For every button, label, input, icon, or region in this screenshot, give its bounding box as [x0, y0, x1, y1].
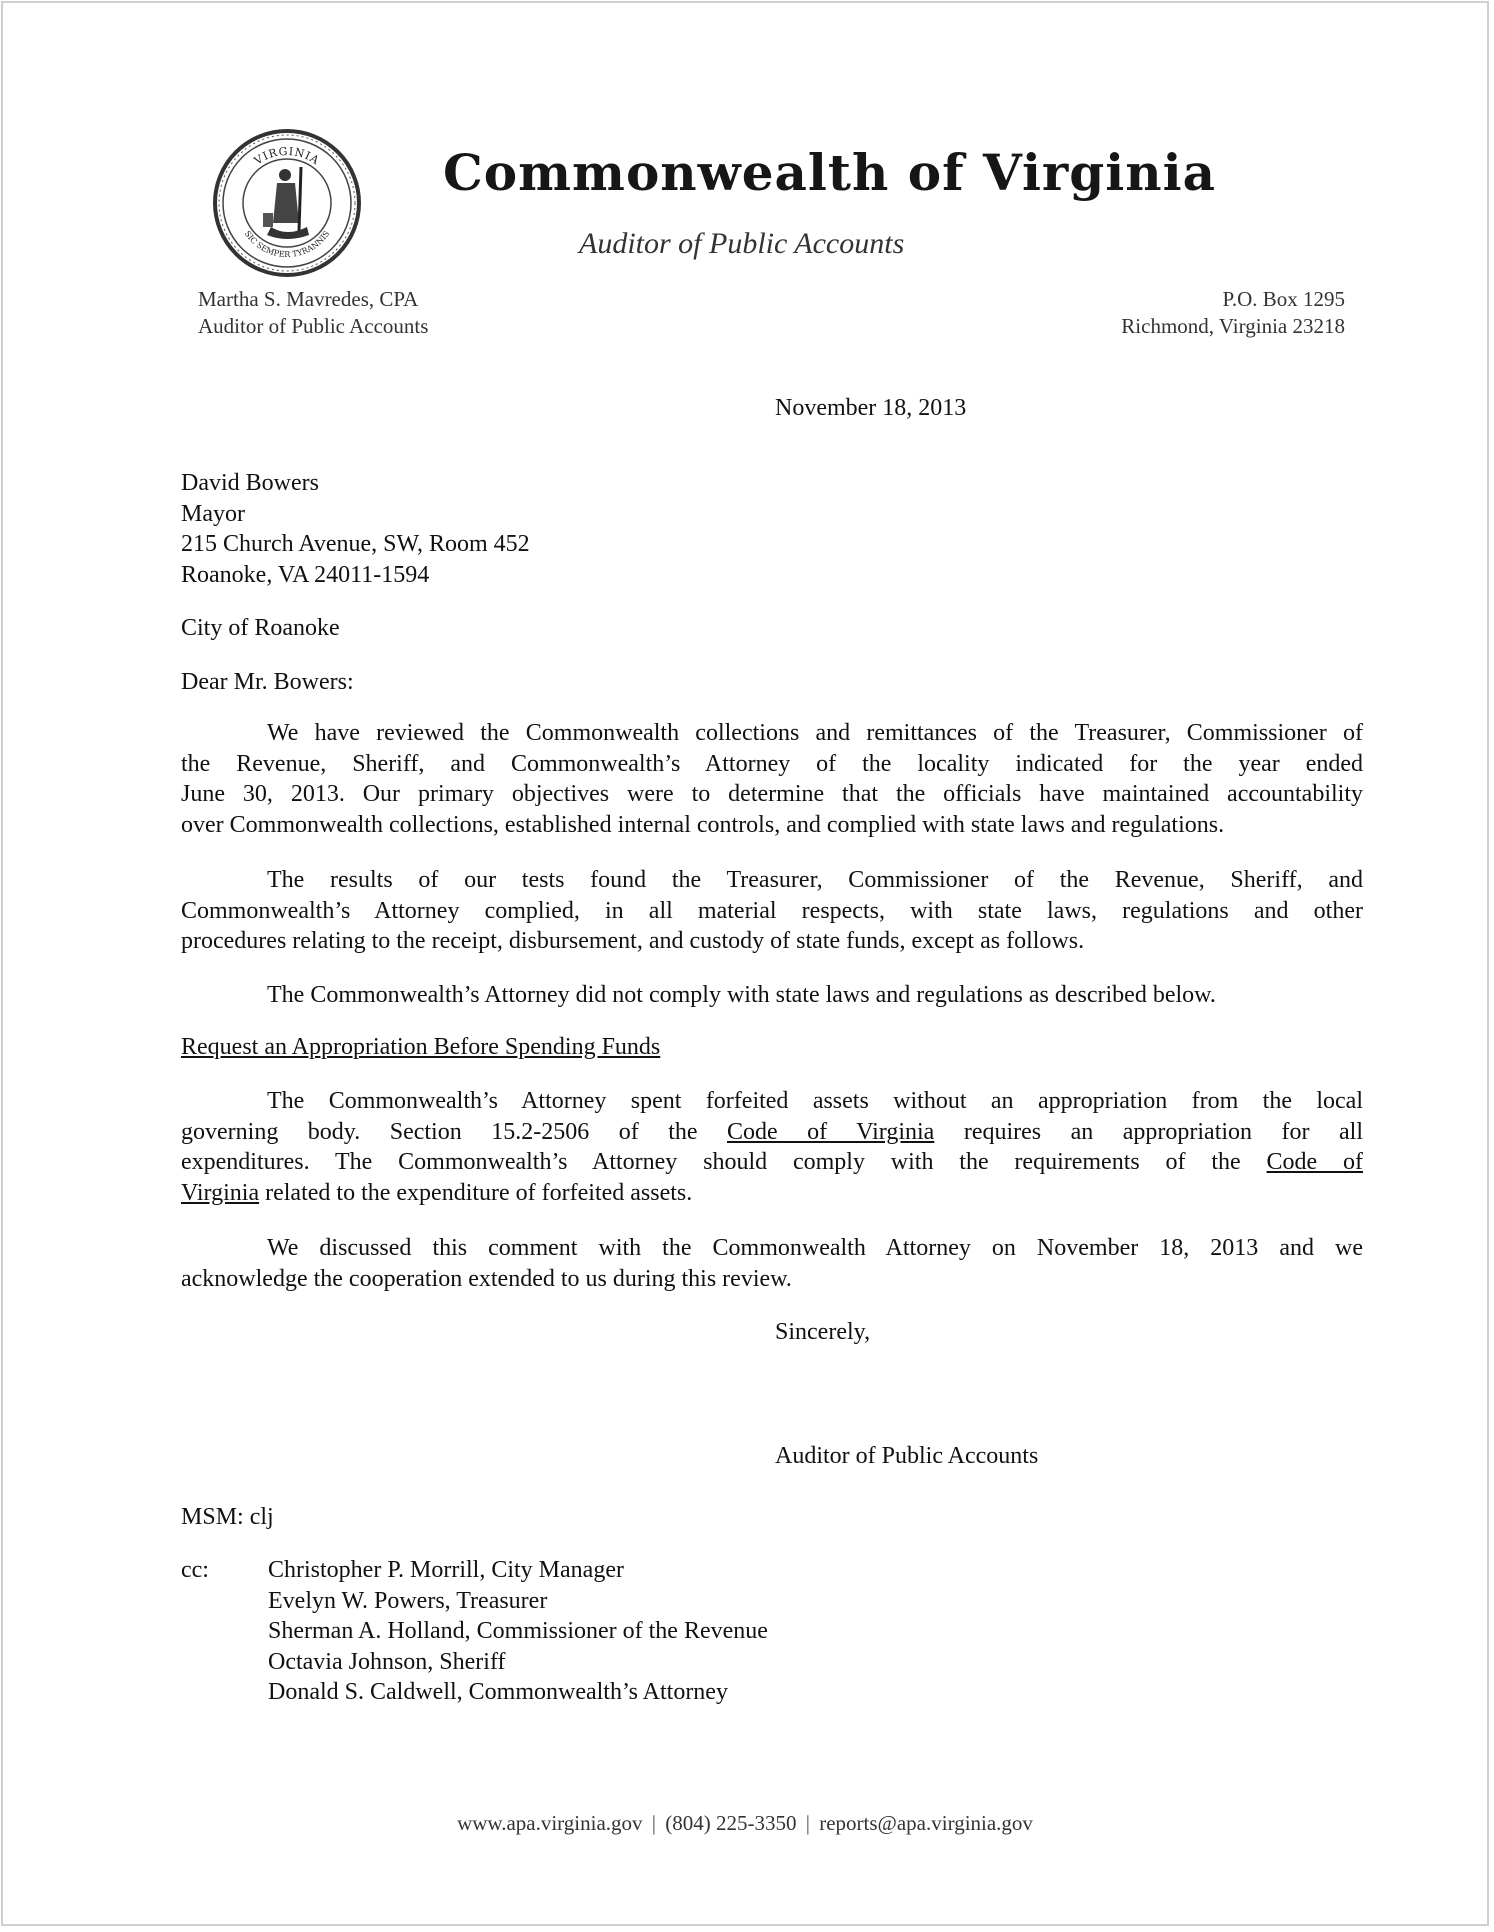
para-line: The Commonwealth’s Attorney spent forfeited assets without an appropriation from the local — [267, 1088, 1363, 1114]
closing: Sincerely, — [775, 1319, 871, 1345]
cc-item: Christopher P. Morrill, City Manager — [268, 1557, 624, 1583]
para-line: June 30, 2013. Our primary objectives were to determine that the officials have maintained accountability — [181, 781, 1363, 807]
recipient-address — [181, 468, 530, 590]
cc-list — [268, 1555, 768, 1708]
recipient-city: Roanoke, VA 24011-1594 — [181, 561, 430, 588]
footer-separator: | — [651, 1811, 656, 1835]
office-address — [1121, 286, 1345, 340]
cc-item: Octavia Johnson, Sheriff — [268, 1648, 506, 1675]
cc-label: cc: — [181, 1557, 209, 1583]
para-line: requires an appropriation for all — [934, 1118, 1364, 1145]
para-line: The results of our tests found the Treasurer, Commissioner of the Revenue, Sheriff, and — [267, 867, 1363, 893]
paragraph-discussion — [181, 1233, 1363, 1294]
para-line: We have reviewed the Commonwealth collections and remittances of the Treasurer, Commissioner of — [267, 720, 1363, 746]
svg-text:VIRGINIA: VIRGINIA — [251, 144, 323, 168]
para-line: governing body. Section 15.2-2506 of the — [181, 1118, 728, 1145]
city-state-zip: Richmond, Virginia 23218 — [1121, 314, 1345, 338]
para-line: Commonwealth’s Attorney complied, in all material respects, with state laws, regulations and other — [181, 897, 1363, 924]
letterhead-subtitle: Auditor of Public Accounts — [579, 227, 905, 260]
cc-item: Donald S. Caldwell, Commonwealth’s Attorney — [268, 1679, 728, 1705]
code-of-virginia-ref: Virginia — [181, 1179, 260, 1206]
paragraph-review — [181, 718, 1363, 840]
cc-item: Sherman A. Holland, Commissioner of the Revenue — [268, 1618, 768, 1644]
salutation: Dear Mr. Bowers: — [181, 669, 354, 695]
para-line: over Commonwealth collections, established internal controls, and complied with state laws and regulations. — [181, 811, 1225, 838]
auditor-name: Martha S. Mavredes, CPA — [198, 287, 419, 311]
para-line: expenditures. The Commonwealth’s Attorney should comply with the requirements of the — [181, 1149, 1267, 1175]
po-box: P.O. Box 1295 — [1222, 287, 1345, 311]
locality: City of Roanoke — [181, 615, 340, 641]
footer — [3, 1811, 1487, 1836]
auditor-block — [198, 286, 428, 340]
footer-email: reports@apa.virginia.gov — [819, 1811, 1033, 1835]
code-of-virginia-ref: Code of Virginia — [727, 1118, 935, 1145]
footer-phone: (804) 225-3350 — [665, 1811, 797, 1835]
typist-initials: MSM: clj — [181, 1504, 274, 1530]
letter-page — [1, 1, 1489, 1926]
para-line: The Commonwealth’s Attorney did not comply with state laws and regulations as described below. — [267, 982, 1216, 1008]
letter-date: November 18, 2013 — [775, 395, 967, 421]
auditor-title: Auditor of Public Accounts — [198, 314, 429, 338]
para-line: procedures relating to the receipt, disbursement, and custody of state funds, except as follows. — [181, 928, 1085, 954]
footer-website: www.apa.virginia.gov — [457, 1811, 643, 1835]
para-line: the Revenue, Sheriff, and Commonwealth’s Attorney of the locality indicated for the year ended — [181, 750, 1363, 777]
recipient-name: David Bowers — [181, 470, 319, 496]
finding-heading: Request an Appropriation Before Spending Funds — [181, 1034, 661, 1060]
cc-item: Evelyn W. Powers, Treasurer — [268, 1587, 548, 1614]
para-line: We discussed this comment with the Commonwealth Attorney on November 18, 2013 and we — [267, 1235, 1363, 1261]
paragraph-finding — [181, 1086, 1363, 1208]
para-line: acknowledge the cooperation extended to us during this review. — [181, 1265, 792, 1292]
para-line: related to the expenditure of forfeited assets. — [259, 1179, 693, 1206]
recipient-street: 215 Church Avenue, SW, Room 452 — [181, 531, 530, 557]
paragraph-results — [181, 865, 1363, 957]
recipient-title: Mayor — [181, 500, 245, 527]
footer-separator: | — [805, 1811, 810, 1835]
svg-text:SIC SEMPER TYRANNIS: SIC SEMPER TYRANNIS — [242, 229, 332, 260]
virginia-seal-icon — [211, 127, 363, 279]
code-of-virginia-ref: Code of — [1266, 1149, 1363, 1175]
signature-title: Auditor of Public Accounts — [775, 1443, 1039, 1469]
letterhead-title: Commonwealth of Virginia — [443, 143, 1216, 202]
paragraph-noncompliance — [181, 980, 1363, 1011]
